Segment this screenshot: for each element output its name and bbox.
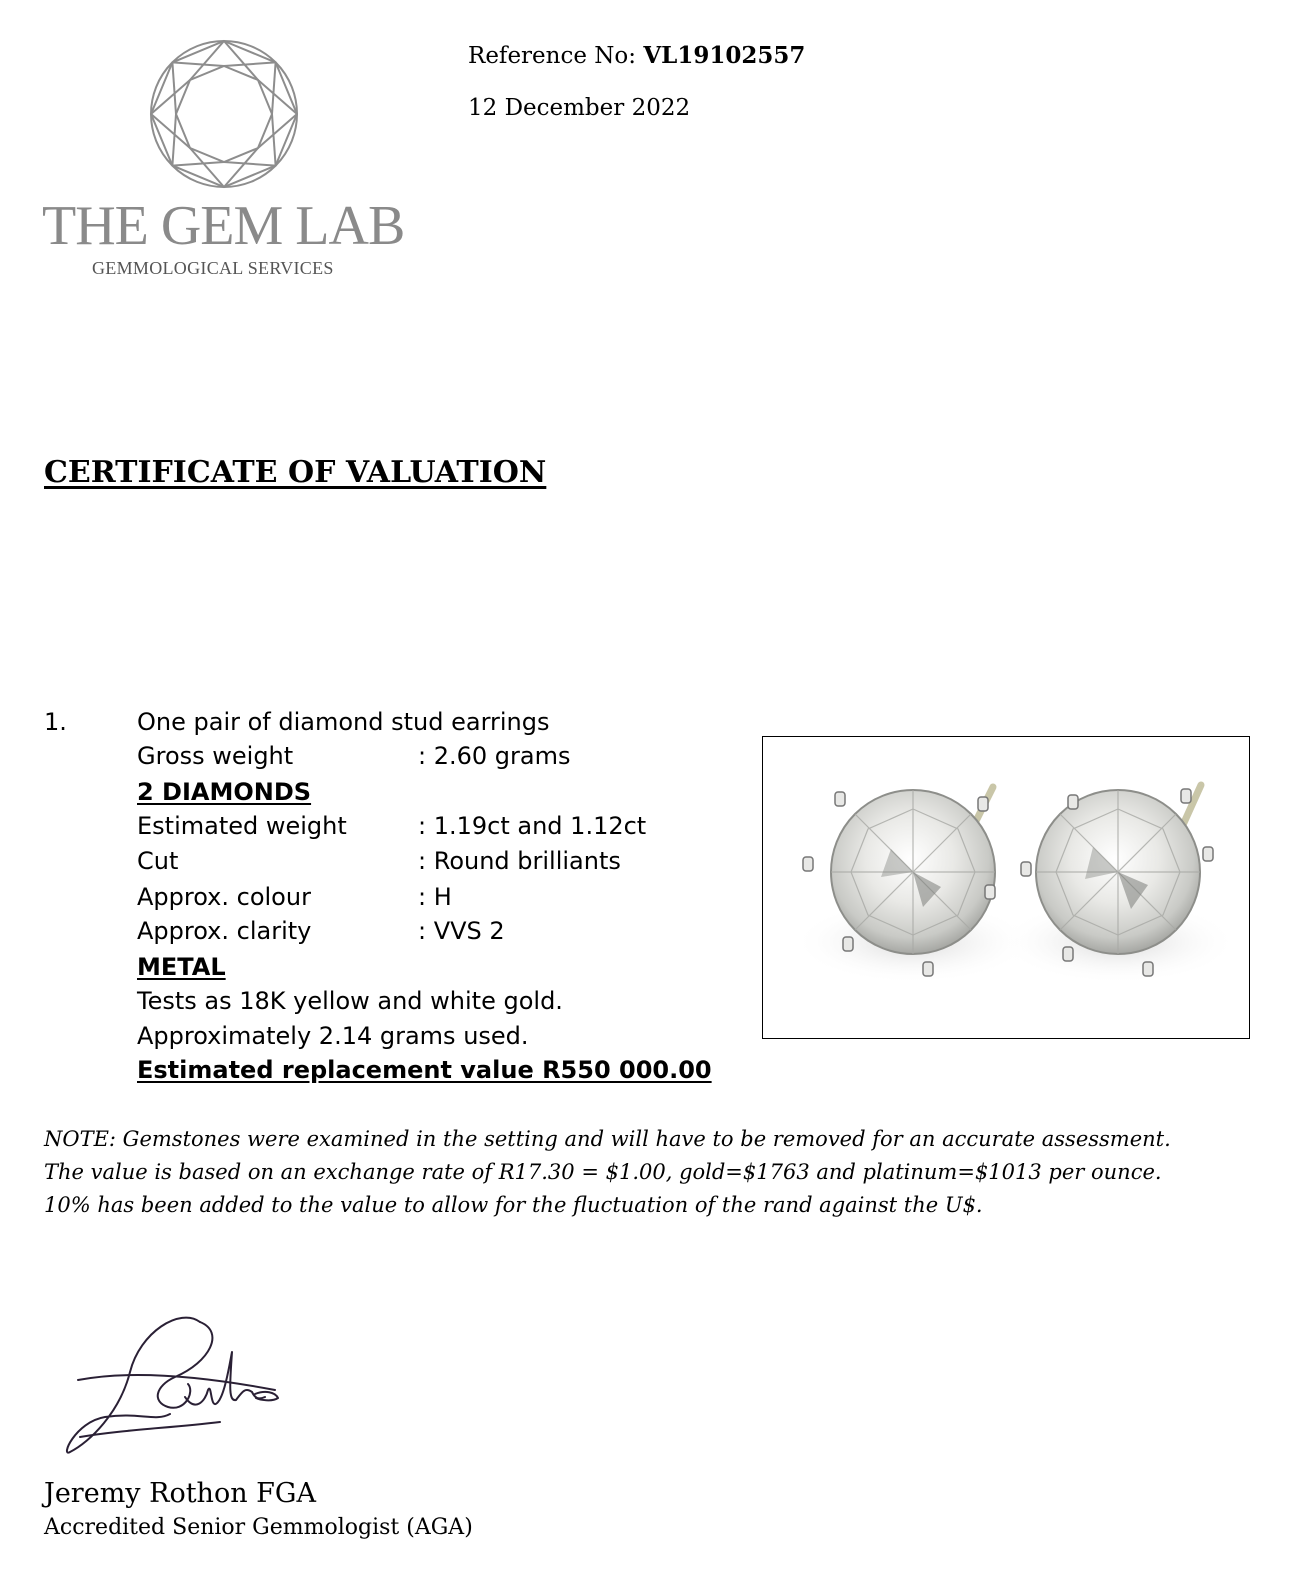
certificate-title: CERTIFICATE OF VALUATION [44, 455, 547, 490]
handwritten-signature [60, 1302, 290, 1467]
cut-label: Cut [137, 847, 179, 875]
replacement-value: Estimated replacement value R550 000.00 [137, 1056, 712, 1084]
item-description: One pair of diamond stud earrings [137, 708, 550, 736]
estimated-weight-label: Estimated weight [137, 812, 347, 840]
metal-weight-line: Approximately 2.14 grams used. [137, 1022, 529, 1050]
diamond-logo-icon [148, 38, 300, 190]
estimated-weight-value: : 1.19ct and 1.12ct [418, 812, 647, 840]
certificate-date: 12 December 2022 [468, 95, 691, 121]
diamonds-heading: 2 DIAMONDS [137, 778, 312, 806]
company-logo-subtitle: GEMMOLOGICAL SERVICES [92, 258, 334, 278]
metal-heading: METAL [137, 953, 226, 981]
gross-weight-value: : 2.60 grams [418, 742, 571, 770]
reference-number: VL19102557 [643, 42, 806, 69]
diamond-earrings-image [763, 737, 1249, 1038]
reference-number-line [468, 42, 805, 69]
cut-value: : Round brilliants [418, 847, 621, 875]
signer-name: Jeremy Rothon FGA [44, 1478, 316, 1509]
clarity-value: : VVS 2 [418, 917, 505, 945]
item-number: 1. [44, 708, 67, 736]
reference-label: Reference No: [468, 43, 636, 69]
note-line-3: 10% has been added to the value to allow for the fluctuation of the rand against the U$. [44, 1193, 983, 1217]
clarity-label: Approx. clarity [137, 917, 312, 945]
metal-test-line: Tests as 18K yellow and white gold. [137, 987, 563, 1015]
gross-weight-label: Gross weight [137, 742, 294, 770]
earrings-photo [762, 736, 1250, 1039]
signer-title: Accredited Senior Gemmologist (AGA) [44, 1515, 473, 1540]
colour-label: Approx. colour [137, 883, 311, 911]
note-line-1: NOTE: Gemstones were examined in the setting and will have to be removed for an accurate assessment. [44, 1127, 1171, 1151]
colour-value: : H [418, 883, 452, 911]
note-line-2: The value is based on an exchange rate of R17.30 = $1.00, gold=$1763 and platinum=$1013 per ounce. [44, 1160, 1162, 1184]
company-logo-title: THE GEM LAB [42, 195, 405, 257]
